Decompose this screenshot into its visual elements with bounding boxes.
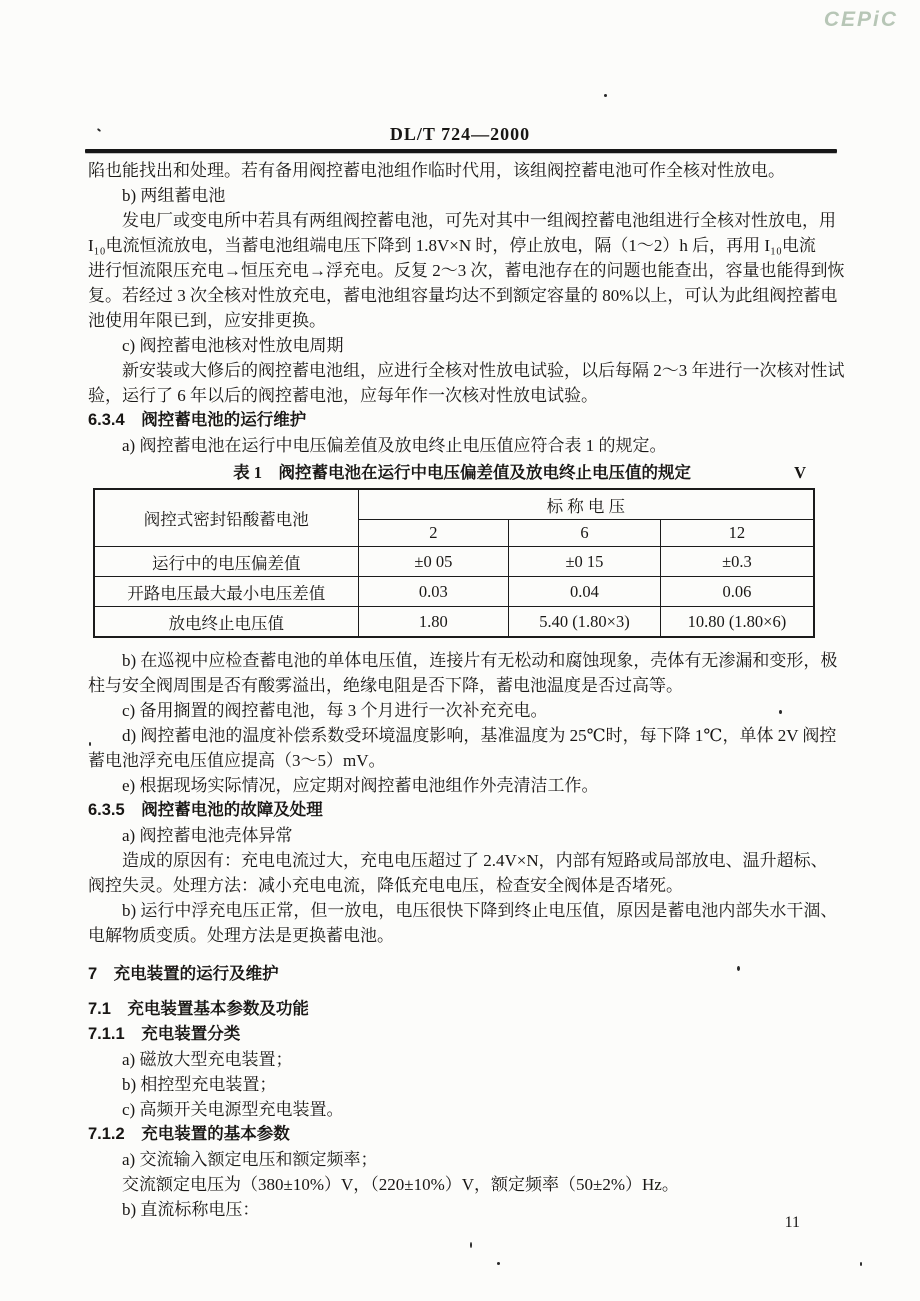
table-unit-label: V bbox=[794, 463, 806, 482]
text-line: 造成的原因有：充电电流过大，充电电压超过了 2.4V×N，内部有短路或局部放电、温升超标、 bbox=[122, 851, 828, 870]
table-row-label: 放电终止电压值 bbox=[94, 607, 358, 638]
table-row-header: 阀控式密封铅酸蓄电池 bbox=[94, 489, 358, 547]
section-heading-7: 7 充电装置的运行及维护 bbox=[88, 965, 279, 983]
scan-speck bbox=[779, 710, 782, 714]
list-item-e: e) 根据现场实际情况，应定期对阀控蓄电池组作外壳清洁工作。 bbox=[122, 776, 599, 795]
list-item-b: b) 运行中浮充电压正常，但一放电，电压很快下降到终止电压值，原因是蓄电池内部失水干涸、 bbox=[122, 901, 838, 920]
scan-speck bbox=[470, 1242, 472, 1248]
text-line: 池使用年限已到，应安排更换。 bbox=[88, 311, 326, 330]
header-rule bbox=[85, 149, 837, 153]
text-line: 复。若经过 3 次全核对性放充电，蓄电池组容量均达不到额定容量的 80%以上，可认为此组阀控蓄电 bbox=[88, 286, 838, 305]
list-item-b: b) 在巡视中应检查蓄电池的单体电压值，连接片有无松动和腐蚀现象，壳体有无渗漏和变形，极 bbox=[122, 651, 838, 670]
section-heading-7-1-2: 7.1.2 充电装置的基本参数 bbox=[88, 1125, 290, 1143]
list-item-b: b) 相控型充电装置； bbox=[122, 1075, 277, 1094]
list-item-b: b) 直流标称电压： bbox=[122, 1200, 260, 1219]
section-heading-7-1: 7.1 充电装置基本参数及功能 bbox=[88, 1000, 309, 1018]
table-col-12: 12 bbox=[660, 520, 814, 547]
table-caption-text: 表 1 阀控蓄电池在运行中电压偏差值及放电终止电压值的规定 bbox=[233, 463, 691, 482]
cepic-logo: CEPiC bbox=[823, 8, 898, 31]
text-line: 交流额定电压为（380±10%）V，（220±10%）V，额定频率（50±2%）Hz。 bbox=[122, 1175, 679, 1194]
text-line: 蓄电池浮充电压值应提高（3～5）mV。 bbox=[88, 751, 386, 770]
document-body bbox=[88, 158, 845, 1222]
table-cell: 5.40 (1.80×3) bbox=[509, 607, 661, 638]
list-item-a: a) 磁放大型充电装置； bbox=[122, 1050, 293, 1069]
list-item-c: c) 备用搁置的阀控蓄电池，每 3 个月进行一次补充充电。 bbox=[122, 701, 548, 720]
table-col-2: 2 bbox=[358, 520, 509, 547]
scan-speck bbox=[604, 94, 607, 97]
table-cell: 10.80 (1.80×6) bbox=[660, 607, 814, 638]
list-item-c: c) 阀控蓄电池核对性放电周期 bbox=[122, 336, 344, 355]
table-cell: 0.04 bbox=[509, 577, 661, 607]
section-heading-6-3-5: 6.3.5 阀控蓄电池的故障及处理 bbox=[88, 801, 323, 819]
text-line: 验，运行了 6 年以后的阀控蓄电池，应每年作一次核对性放电试验。 bbox=[88, 386, 598, 405]
table-cell: ±0 15 bbox=[509, 547, 661, 577]
table-row-label: 开路电压最大最小电压差值 bbox=[94, 577, 358, 607]
text-line: 进行恒流限压充电→恒压充电→浮充电。反复 2～3 次，蓄电池存在的问题也能查出，容量也能得到恢 bbox=[88, 261, 845, 280]
text-line: 柱与安全阀周围是否有酸雾溢出，绝缘电阻是否下降，蓄电池温度是否过高等。 bbox=[88, 676, 683, 695]
list-item-c: c) 高频开关电源型充电装置。 bbox=[122, 1100, 344, 1119]
list-item-a: a) 交流输入额定电压和额定频率； bbox=[122, 1150, 378, 1169]
list-item-a: a) 阀控蓄电池壳体异常 bbox=[122, 826, 293, 845]
table-cell: 0.06 bbox=[660, 577, 814, 607]
list-item-b: b) 两组蓄电池 bbox=[122, 186, 226, 205]
scan-speck bbox=[89, 742, 91, 746]
table-cell: ±0 05 bbox=[358, 547, 509, 577]
section-heading-6-3-4: 6.3.4 阀控蓄电池的运行维护 bbox=[88, 411, 307, 429]
table-cell: ±0.3 bbox=[660, 547, 814, 577]
table-cell: 1.80 bbox=[358, 607, 509, 638]
text-line: 电解物质变质。处理方法是更换蓄电池。 bbox=[88, 926, 394, 945]
text-line: 新安装或大修后的阀控蓄电池组，应进行全核对性放电试验，以后每隔 2～3 年进行一次核对性试 bbox=[122, 361, 845, 380]
page-number: 11 bbox=[784, 1214, 800, 1231]
table-row bbox=[94, 547, 814, 577]
doc-number-header: DL/T 724—2000 bbox=[389, 124, 531, 144]
scan-speck bbox=[497, 1262, 500, 1265]
scan-speck bbox=[737, 966, 740, 971]
text-line: 发电厂或变电所中若具有两组阀控蓄电池，可先对其中一组阀控蓄电池组进行全核对性放电，用 bbox=[122, 211, 836, 230]
text-line: 阀控失灵。处理方法：减小充电电流，降低充电电压，检查安全阀体是否堵死。 bbox=[88, 876, 683, 895]
text-line: I₁₀电流恒流放电，当蓄电池组端电压下降到 1.8V×N 时，停止放电，隔（1～2）h 后，再用 I₁₀电流 bbox=[88, 236, 816, 255]
voltage-spec-table bbox=[93, 488, 815, 638]
table-col-group-header: 标 称 电 压 bbox=[358, 489, 814, 520]
table-row bbox=[94, 607, 814, 638]
list-item-d: d) 阀控蓄电池的温度补偿系数受环境温度影响，基准温度为 25℃时，每下降 1℃，单体 2V 阀控 bbox=[122, 726, 837, 745]
text-line: 陷也能找出和处理。若有备用阀控蓄电池组作临时代用，该组阀控蓄电池可作全核对性放电。 bbox=[88, 161, 785, 180]
table-caption bbox=[88, 460, 836, 485]
list-item-a: a) 阀控蓄电池在运行中电压偏差值及放电终止电压值应符合表 1 的规定。 bbox=[122, 436, 667, 455]
table-col-6: 6 bbox=[509, 520, 661, 547]
section-heading-7-1-1: 7.1.1 充电装置分类 bbox=[88, 1025, 241, 1043]
table-cell: 0.03 bbox=[358, 577, 509, 607]
table-row bbox=[94, 577, 814, 607]
scan-speck bbox=[860, 1262, 862, 1266]
table-row-label: 运行中的电压偏差值 bbox=[94, 547, 358, 577]
